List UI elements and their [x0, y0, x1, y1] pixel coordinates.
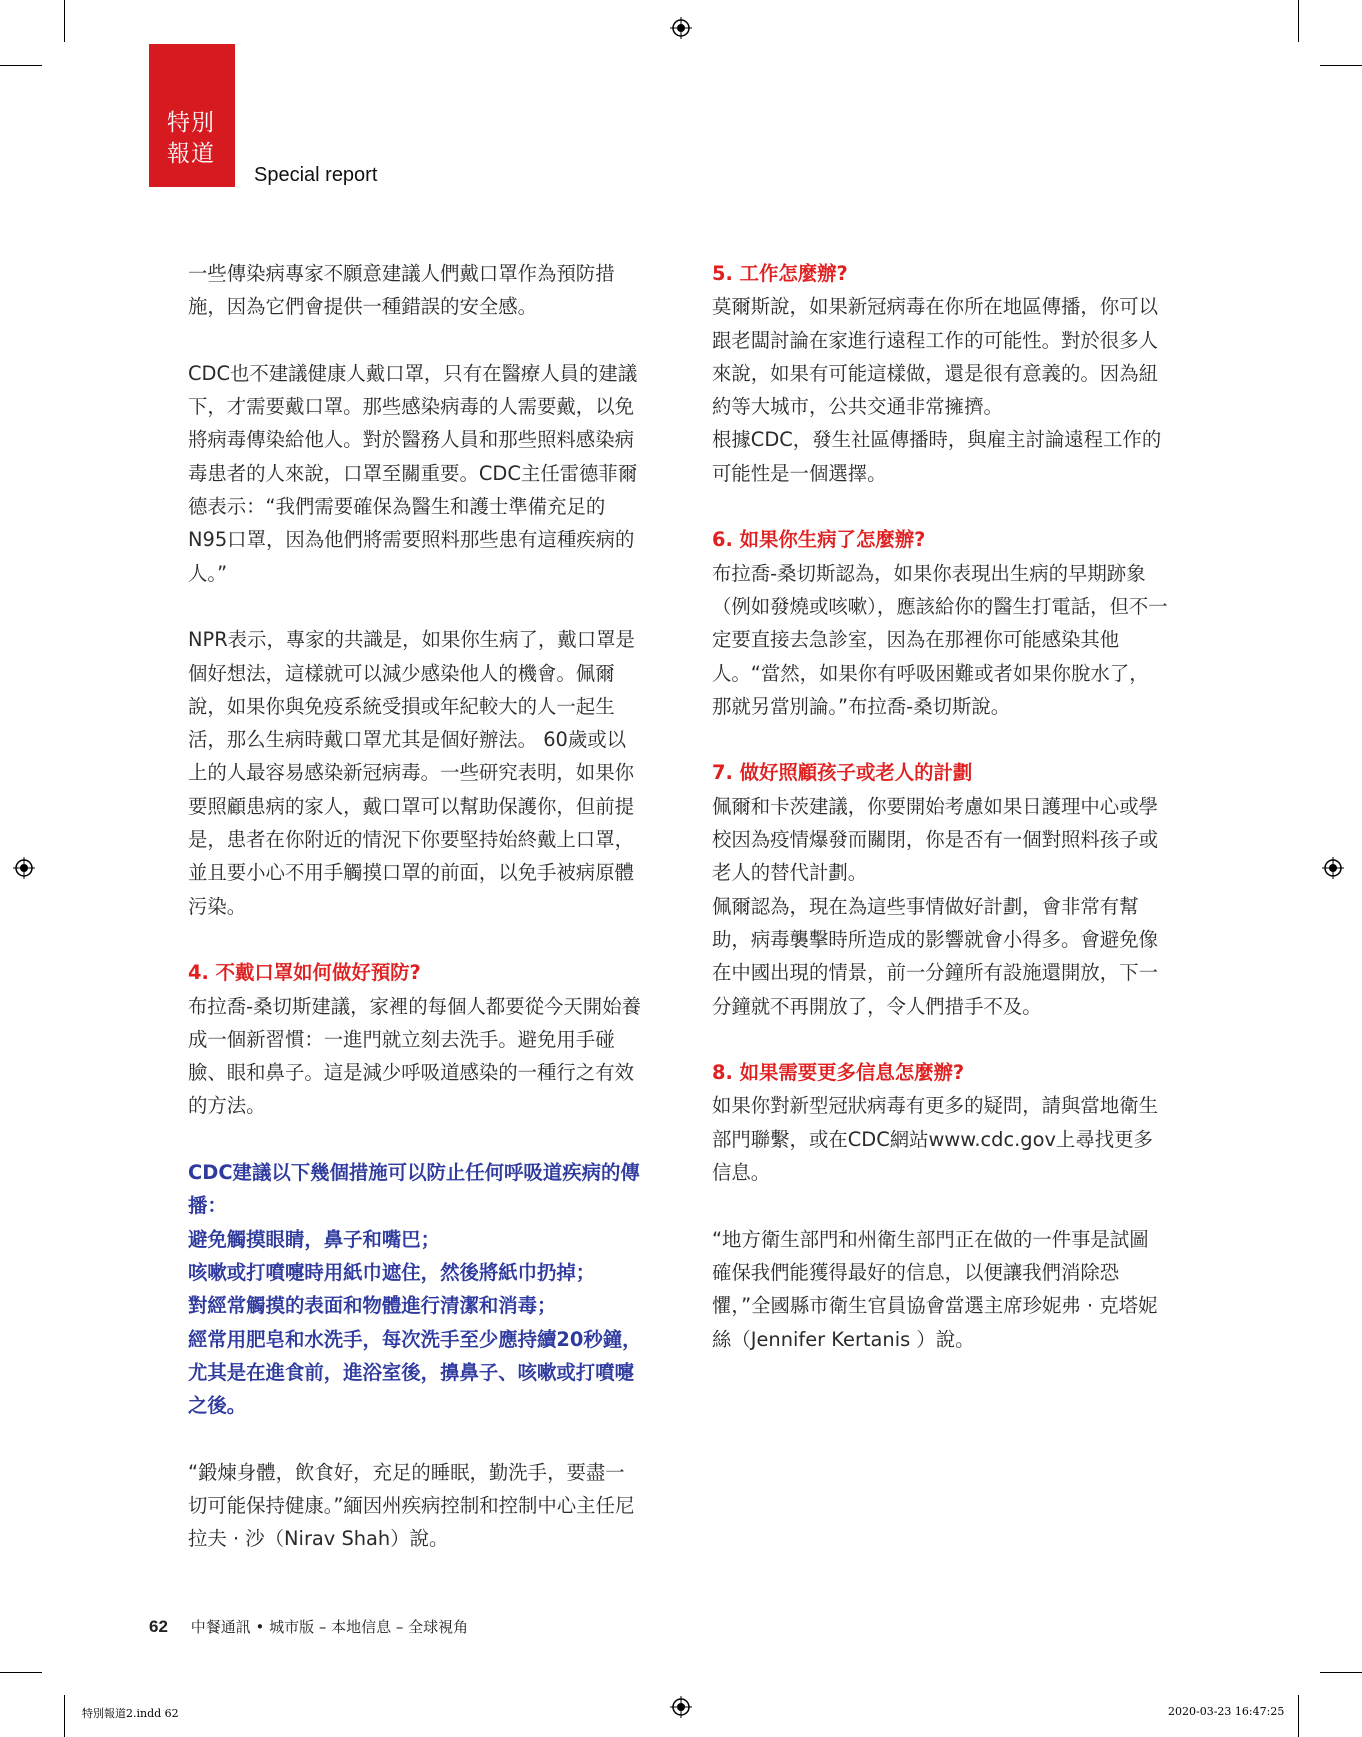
body-paragraph: “地方衛生部門和州衛生部門正在做的一件事是試圖確保我們能獲得最好的信息，以便讓我們消除恐懼，”全國縣市衛生官員協會當選主席珍妮弗 · 克塔妮絲（Jennifer Kertanis ）說。 — [712, 1227, 1158, 1351]
callout-text: 對經常觸摸的表面和物體進行清潔和消毒； — [188, 1294, 557, 1318]
paragraph-gap — [188, 1123, 644, 1156]
print-slug-timestamp: 2020-03-23 16:47:25 — [1168, 1705, 1285, 1718]
body-paragraph: 莫爾斯說，如果新冠病毒在你所在地區傳播，你可以跟老闆討論在家進行遠程工作的可能性。對於很多人來說，如果有可能這樣做，還是很有意義的。因為紐約等大城市，公共交通非常擁擠。 — [712, 295, 1158, 419]
section-tag-line: 報道 — [167, 141, 215, 167]
body-paragraph: 根據CDC，發生社區傳播時，與雇主討論遠程工作的可能性是一個選擇。 — [712, 428, 1162, 485]
section-subtitle: Special report — [254, 164, 378, 186]
callout-text: 避免觸摸眼睛，鼻子和嘴巴； — [188, 1227, 441, 1251]
publication-name: 中餐通訊 • 城市版 – 本地信息 – 全球視角 — [190, 1618, 469, 1636]
body-paragraph: 布拉喬-桑切斯建議，家裡的每個人都要從今天開始養成一個新習慣：一進門就立刻去洗手。避免用手碰臉、眼和鼻子。這是減少呼吸道感染的一種行之有效的方法。 — [188, 994, 641, 1118]
registration-mark-icon — [13, 857, 35, 879]
registration-mark-icon — [670, 17, 692, 39]
paragraph-gap — [188, 923, 644, 956]
paragraph-gap — [712, 490, 1168, 523]
body-paragraph: 一些傳染病專家不願意建議人們戴口罩作為預防措施，因為它們會提供一種錯誤的安全感。 — [188, 262, 615, 319]
body-paragraph: NPR表示，專家的共識是，如果你生病了，戴口罩是個好想法，這樣就可以減少感染他人的機會。佩爾說，如果你與免疫系統受損或年紀較大的人一起生活，那么生病時戴口罩尤其是個好辦法。 60歲或以上的人最容易感染新冠病毒。一些研究表明，如果你要照顧患病的家人，戴口罩可以幫助保護你，但前提是，患者在你附近的情況下你要堅持始終戴上口罩，並且要小心不用手觸摸口罩的前面，以免手被病原體污染。 — [188, 628, 635, 918]
paragraph-gap — [712, 1189, 1168, 1222]
section-heading: 8. 如果需要更多信息怎麼辦? — [712, 1061, 965, 1085]
section-tag-line: 特別 — [167, 110, 215, 136]
body-paragraph: 如果你對新型冠狀病毒有更多的疑問，請與當地衛生部門聯繫，或在CDC網站www.cdc.gov上尋找更多信息。 — [712, 1094, 1158, 1185]
body-paragraph: 布拉喬-桑切斯認為，如果你表現出生病的早期跡象（例如發燒或咳嗽），應該給你的醫生打電話，但不一定要直接去急診室，因為在那裡你可能感染其他人。“當然，如果你有呼吸困難或者如果你脫水了，那就另當別論。”布拉喬-桑切斯說。 — [712, 561, 1168, 718]
paragraph-gap — [712, 1023, 1168, 1056]
body-paragraph: CDC也不建議健康人戴口罩，只有在醫療人員的建議下，才需要戴口罩。那些感染病毒的人需要戴，以免將病毒傳染給他人。對於醫務人員和那些照料感染病毒患者的人來說，口罩至關重要。CDC主任雷德菲爾德表示：“我們需要確保為醫生和護士準備充足的N95口罩，因為他們將需要照料那些患有這種疾病的人。” — [188, 361, 638, 585]
section-heading: 5. 工作怎麼辦? — [712, 262, 848, 285]
crop-mark — [0, 65, 42, 66]
paragraph-gap — [188, 590, 644, 623]
section-heading: 7. 做好照顧孩子或老人的計劃 — [712, 761, 973, 785]
page-footer — [149, 1616, 468, 1637]
crop-mark — [64, 0, 65, 42]
body-paragraph: 佩爾和卡茨建議，你要開始考慮如果日護理中心或學校因為疫情爆發而關閉，你是否有一個對照料孩子或老人的替代計劃。 — [712, 794, 1158, 885]
section-tag-label — [167, 108, 215, 170]
crop-mark — [1320, 1672, 1362, 1673]
paragraph-gap — [712, 723, 1168, 756]
paragraph-gap — [188, 1422, 644, 1455]
page-number: 62 — [149, 1617, 168, 1636]
body-paragraph: “鍛煉身體，飲食好，充足的睡眠，勤洗手，要盡一切可能保持健康。”緬因州疾病控制和控制中心主任尼拉夫 · 沙（Nirav Shah）說。 — [188, 1460, 635, 1551]
body-paragraph: 佩爾認為，現在為這些事情做好計劃，會非常有幫助，病毒襲擊時所造成的影響就會小得多。會避免像在中國出現的情景，前一分鐘所有設施還開放，下一分鐘就不再開放了，令人們措手不及。 — [712, 894, 1158, 1018]
article-column-left — [188, 257, 644, 1556]
section-heading: 6. 如果你生病了怎麼辦? — [712, 528, 926, 552]
callout-text: CDC建議以下幾個措施可以防止任何呼吸道疾病的傳播： — [188, 1161, 640, 1218]
crop-mark — [1320, 65, 1362, 66]
paragraph-gap — [188, 324, 644, 357]
crop-mark — [1298, 0, 1299, 42]
callout-text: 咳嗽或打噴嚏時用紙巾遮住，然後將紙巾扔掉； — [188, 1260, 596, 1284]
print-slug-file: 特別報道2.indd 62 — [82, 1707, 179, 1720]
registration-mark-icon — [670, 1696, 692, 1718]
section-tag — [149, 44, 235, 187]
article-column-right — [712, 257, 1168, 1356]
crop-mark — [64, 1695, 65, 1737]
registration-mark-icon — [1322, 857, 1344, 879]
callout-text: 經常用肥皂和水洗手，每次洗手至少應持續20秒鐘，尤其是在進食前，進浴室後，擤鼻子、咳嗽或打噴嚏之後。 — [188, 1327, 642, 1418]
crop-mark — [0, 1672, 42, 1673]
section-heading: 4. 不戴口罩如何做好預防? — [188, 961, 421, 985]
crop-mark — [1298, 1695, 1299, 1737]
